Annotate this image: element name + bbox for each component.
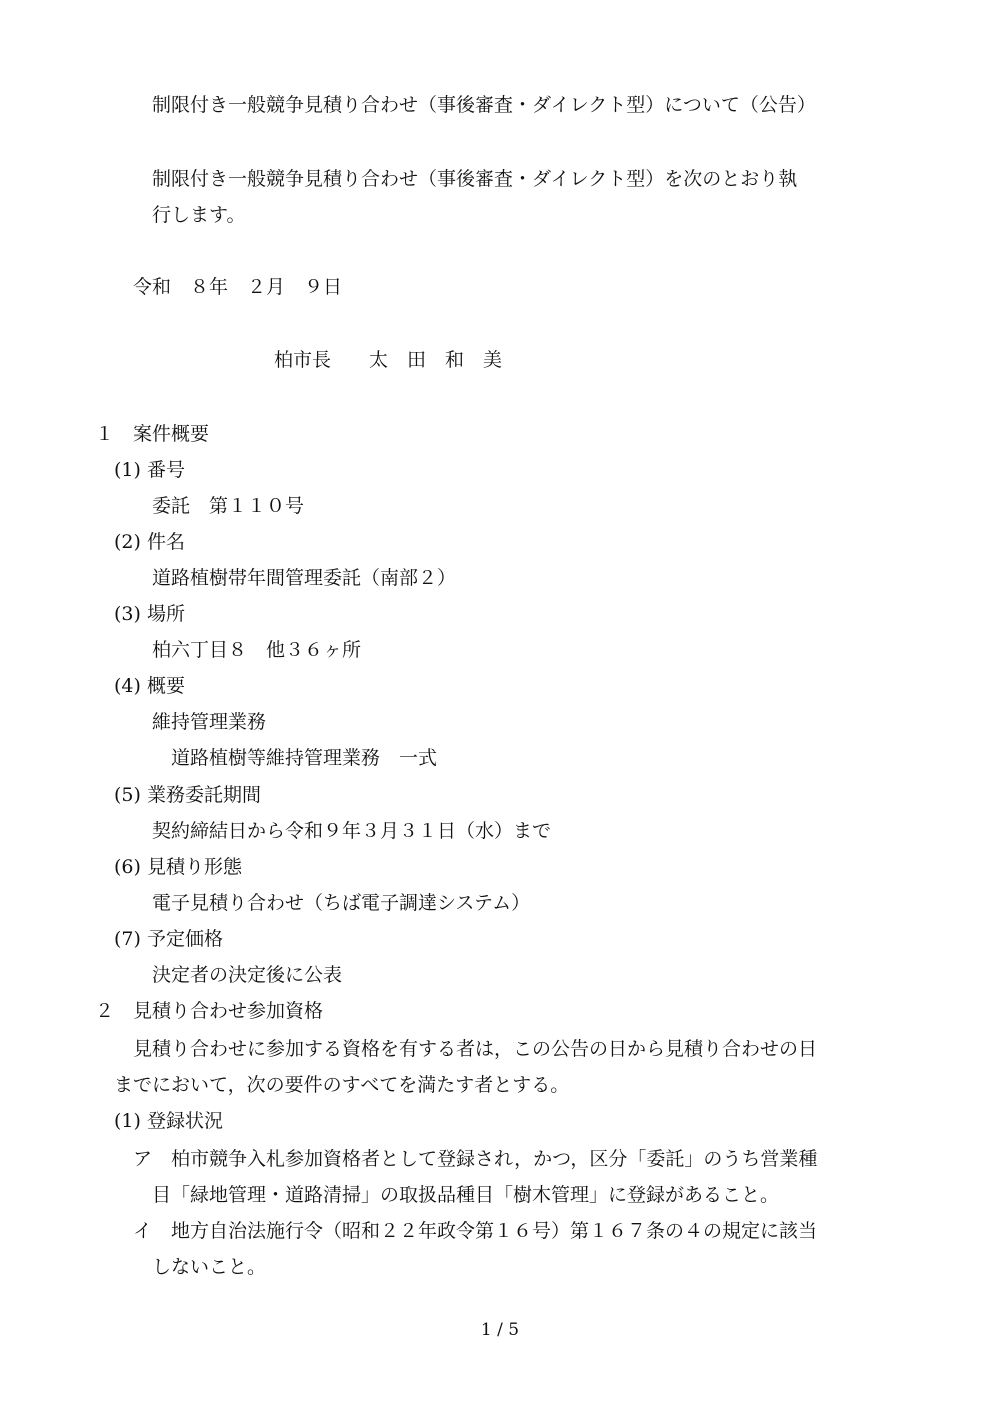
item7-label: (7) 予定価格 [114, 928, 223, 950]
item2-label: (2) 件名 [114, 531, 185, 553]
section2-heading: ２ 見積り合わせ参加資格 [95, 1000, 324, 1022]
item5-value: 契約締結日から令和９年３月３１日（水）まで [152, 820, 552, 842]
intro-line-1: 制限付き一般競争見積り合わせ（事後審査・ダイレクト型）を次のとおり執 [152, 168, 798, 190]
item7-value: 決定者の決定後に公表 [152, 964, 343, 986]
section2-para-line-2: までにおいて，次の要件のすべてを満たす者とする。 [114, 1074, 570, 1096]
item4-value: 維持管理業務 [152, 711, 267, 733]
item6-label: (6) 見積り形態 [114, 856, 242, 878]
item1-label: (1) 番号 [114, 459, 185, 481]
notice-title: 制限付き一般競争見積り合わせ（事後審査・ダイレクト型）について（公告） [152, 94, 816, 116]
intro-line-2: 行します。 [152, 204, 246, 226]
item5-label: (5) 業務委託期間 [114, 784, 261, 806]
item4-sub: 道路植樹等維持管理業務 一式 [171, 747, 438, 769]
notice-date: 令和 ８年 ２月 ９日 [133, 276, 343, 298]
requirement-a-line-2: 目「緑地管理・道路清掃」の取扱品種目「樹木管理」に登録があること。 [152, 1184, 780, 1206]
signer: 柏市長 太 田 和 美 [274, 349, 503, 371]
requirement-i-line-2: しないこと。 [152, 1256, 267, 1278]
page-number: 1 / 5 [480, 1320, 520, 1340]
item2-value: 道路植樹帯年間管理委託（南部２） [152, 567, 457, 589]
item6-value: 電子見積り合わせ（ちば電子調達システム） [152, 892, 531, 914]
section2-para-line-1: 見積り合わせに参加する資格を有する者は，この公告の日から見積り合わせの日 [133, 1038, 818, 1060]
section2-sub-heading: (1) 登録状況 [114, 1110, 223, 1132]
requirement-a-line-1: ア 柏市競争入札参加資格者として登録され，かつ，区分「委託」のうち営業種 [133, 1148, 818, 1170]
item1-value: 委託 第１１０号 [152, 495, 305, 517]
requirement-i-line-1: イ 地方自治法施行令（昭和２２年政令第１６号）第１６７条の４の規定に該当 [133, 1220, 818, 1242]
item4-label: (4) 概要 [114, 675, 185, 697]
item3-value: 柏六丁目８ 他３６ヶ所 [152, 639, 362, 661]
section1-heading: １ 案件概要 [95, 423, 210, 445]
item3-label: (3) 場所 [114, 603, 185, 625]
